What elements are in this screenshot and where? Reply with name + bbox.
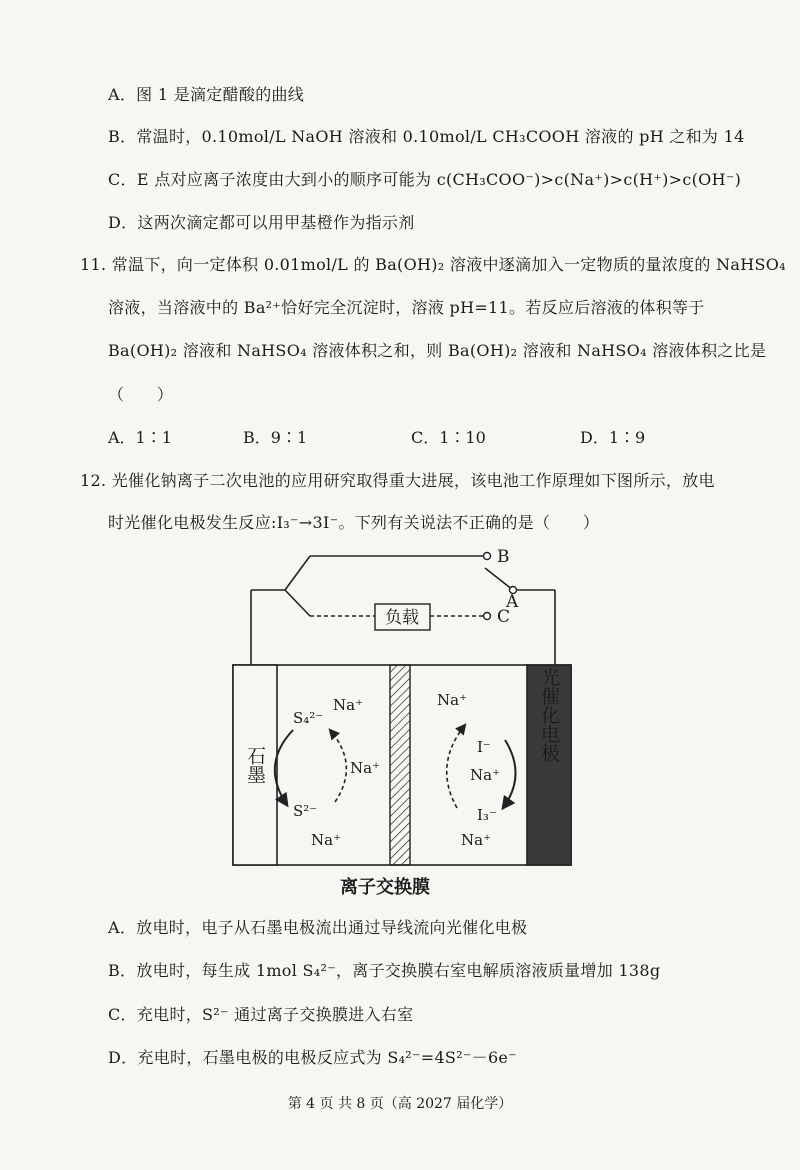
q12-option-b: B．放电时，每生成 1mol S₄²⁻，离子交换膜右室电解质溶液质量增加 138g <box>108 961 661 980</box>
right-dashed-arrow <box>447 725 465 808</box>
right-i3-ion: I₃⁻ <box>477 806 497 824</box>
page-footer: 第 4 页 共 8 页（高 2027 届化学） <box>287 1096 513 1112</box>
left-s2-ion: S²⁻ <box>293 802 318 820</box>
photocatalytic-label: 光催化电极 <box>538 667 560 763</box>
q11-option-c: C．1∶10 <box>411 428 486 447</box>
left-na-top: Na⁺ <box>333 696 363 714</box>
terminal-c-label: C <box>497 607 511 627</box>
left-na-bottom: Na⁺ <box>311 831 341 849</box>
q10-option-d: D．这两次滴定都可以用甲基橙作为指示剂 <box>108 213 415 232</box>
q12-option-d: D．充电时，石墨电极的电极反应式为 S₄²⁻=4S²⁻－6e⁻ <box>108 1048 517 1067</box>
terminal-a-label: A <box>506 592 519 612</box>
q11-option-b: B．9∶1 <box>243 428 308 447</box>
q12-stem-line1: 12. 光催化钠离子二次电池的应用研究取得重大进展，该电池工作原理如下图所示，放电 <box>80 471 715 490</box>
left-dashed-arrow <box>330 730 346 802</box>
q11-option-d: D．1∶9 <box>580 428 646 447</box>
terminal-b-label: B <box>497 547 510 567</box>
left-s4-ion: S₄²⁻ <box>293 709 324 727</box>
q12-option-c: C．充电时，S²⁻ 通过离子交换膜进入右室 <box>108 1005 414 1024</box>
q11-stem-line1: 11. 常温下，向一定体积 0.01mol/L 的 Ba(OH)₂ 溶液中逐滴加入一定物质的量浓度的 NaHSO₄ <box>80 255 786 274</box>
q10-option-b: B．常温时，0.10mol/L NaOH 溶液和 0.10mol/L CH₃COOH 溶液的 pH 之和为 14 <box>108 127 745 146</box>
right-i-minus: I⁻ <box>477 738 491 756</box>
terminal-c-dot <box>484 613 491 620</box>
q12-stem-line2: 时光催化电极发生反应:I₃⁻→3I⁻。下列有关说法不正确的是（ ） <box>108 513 600 532</box>
battery-diagram <box>225 540 585 900</box>
right-na-bottom: Na⁺ <box>461 831 491 849</box>
q11-stem-line3: Ba(OH)₂ 溶液和 NaHSO₄ 溶液体积之和，则 Ba(OH)₂ 溶液和 NaHSO₄ 溶液体积之比是 <box>108 341 767 360</box>
ion-exchange-membrane <box>390 665 410 865</box>
q10-option-a: A．图 1 是滴定醋酸的曲线 <box>108 85 305 104</box>
q11-answer-blank: （ ） <box>108 385 174 404</box>
q11-stem-line2: 溶液，当溶液中的 Ba²⁺恰好完全沉淀时，溶液 pH=11。若反应后溶液的体积等于 <box>108 298 705 317</box>
q10-option-c: C．E 点对应离子浓度由大到小的顺序可能为 c(CH₃COO⁻)>c(Na⁺)>c(H⁺)>c(OH⁻) <box>108 170 742 189</box>
right-na-top: Na⁺ <box>437 691 467 709</box>
q12-option-a: A．放电时，电子从石墨电极流出通过导线流向光催化电极 <box>108 918 528 937</box>
q11-option-a: A．1∶1 <box>108 428 172 447</box>
graphite-label: 石墨 <box>244 746 266 784</box>
terminal-b-dot <box>484 553 491 560</box>
right-solid-arrow <box>503 740 516 808</box>
left-na-mid: Na⁺ <box>350 759 380 777</box>
membrane-caption: 离子交换膜 <box>340 877 430 898</box>
right-na-mid: Na⁺ <box>470 766 500 784</box>
load-label: 负载 <box>385 608 419 628</box>
